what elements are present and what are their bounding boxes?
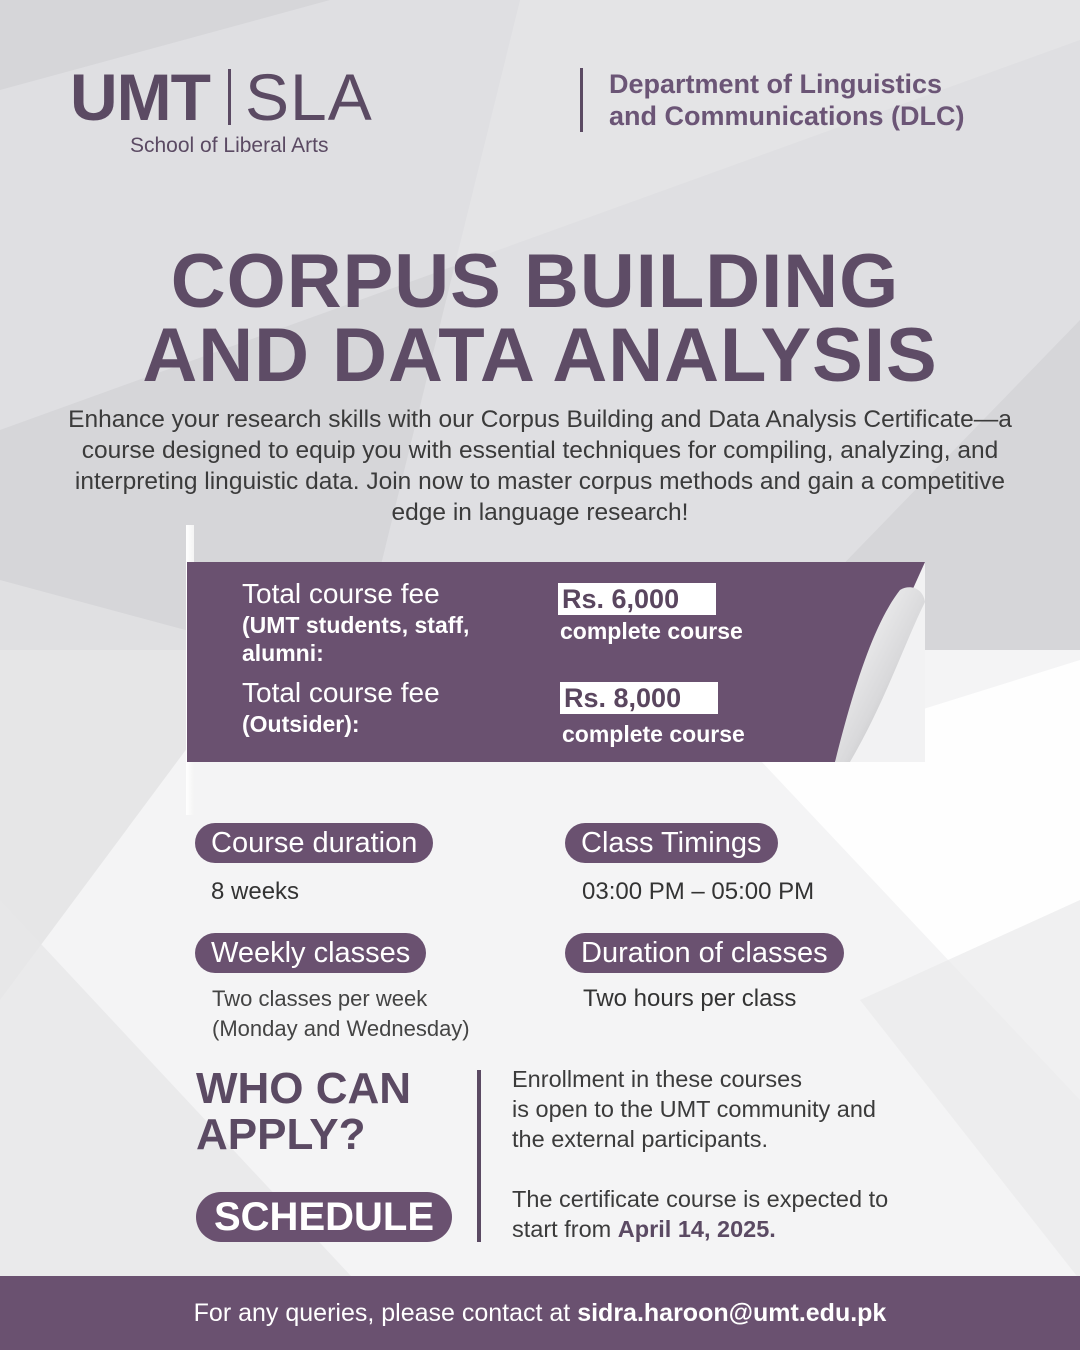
umt-sla-logo [70,62,373,158]
contact-footer: For any queries, please contact at sidra.haroon@umt.edu.pk [0,1276,1080,1350]
weekly-classes-label: Weekly classes [195,933,426,973]
start-date: April 14, 2025. [617,1216,776,1242]
logo-divider [228,69,231,125]
title-line-1: CORPUS BUILDING [170,239,900,324]
page-title [0,239,1080,398]
section-divider [477,1070,481,1242]
outsider-fee-audience: (Outsider): [242,711,360,737]
outsider-fee-price: Rs. 8,000 [560,682,718,714]
class-duration-label: Duration of classes [565,933,844,973]
schedule-badge: SCHEDULE [196,1192,452,1242]
logo-umt-text: UMT [70,60,210,134]
page-curl-icon [815,562,925,762]
umt-fee-price-note: complete course [560,618,743,644]
fee-banner [187,562,925,762]
logo-subtitle: School of Liberal Arts [130,134,329,157]
department-line-1: Department of Linguistics [609,69,943,99]
weekly-classes-value: Two classes per week (Monday and Wednesday) [212,986,470,1041]
umt-fee-audience: (UMT students, staff, alumni: [242,612,470,666]
logo-sla-text: SLA [244,60,373,134]
department-line-2: and Communications (DLC) [609,101,965,131]
start-date-text: The certificate course is expected to start from April 14, 2025. [512,1186,889,1242]
outsider-fee-label: Total course fee (Outsider): [242,677,440,737]
title-line-2: AND DATA ANALYSIS [142,313,938,398]
outsider-fee-price-note: complete course [562,721,745,747]
class-duration-value: Two hours per class [583,985,797,1012]
class-timings-value: 03:00 PM – 05:00 PM [582,878,815,905]
intro-paragraph: Enhance your research skills with our Corpus Building and Data Analysis Certificate—a course designed to equip you with essential techniques for compiling, analyzing, and interpreting linguistic data. Join now to master corpus methods and gain a competitive edge in language research! [68,406,1012,526]
umt-fee-price: Rs. 6,000 [558,583,716,615]
umt-fee-label: Total course fee (UMT students, staff, alumni: [242,578,532,667]
course-duration-value: 8 weeks [211,878,300,905]
enrollment-text: Enrollment in these courses is open to the UMT community and the external participants. [512,1066,876,1152]
department-name [580,68,1040,132]
contact-email-link[interactable]: sidra.haroon@umt.edu.pk [577,1299,887,1327]
who-can-apply-heading: WHO CAN APPLY? [196,1064,412,1159]
class-timings-label: Class Timings [565,823,778,863]
course-duration-label: Course duration [195,823,433,863]
